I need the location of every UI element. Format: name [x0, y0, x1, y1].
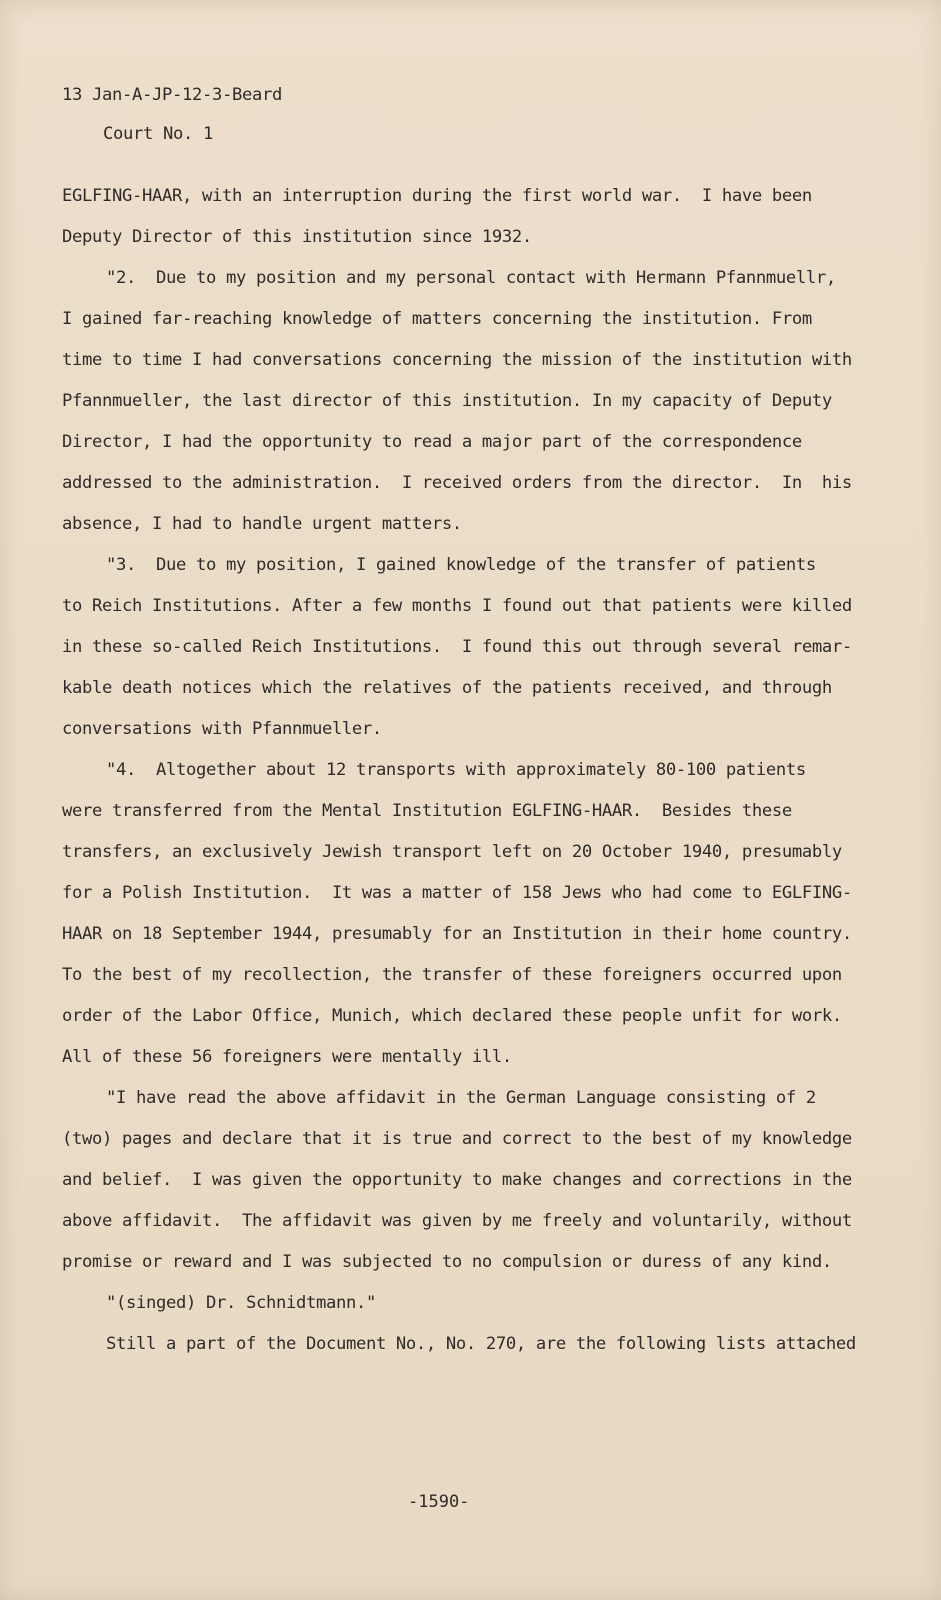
body-line: absence, I had to handle urgent matters.	[62, 514, 462, 534]
body-line: Pfannmueller, the last director of this institution. In my capacity of Deputy	[62, 391, 832, 411]
body-line: Deputy Director of this institution since 1932.	[62, 227, 532, 247]
page-number: -1590-	[408, 1492, 470, 1512]
body-line: Still a part of the Document No., No. 270, are the following lists attached	[106, 1334, 856, 1354]
body-line: time to time I had conversations concerning the mission of the institution with	[62, 350, 852, 370]
body-line: "2. Due to my position and my personal contact with Hermann Pfannmuellr,	[106, 268, 836, 288]
body-line: for a Polish Institution. It was a matter of 158 Jews who had come to EGLFING-	[62, 883, 852, 903]
body-line: Director, I had the opportunity to read a major part of the correspondence	[62, 432, 802, 452]
body-line: promise or reward and I was subjected to no compulsion or duress of any kind.	[62, 1252, 832, 1272]
body-line: were transferred from the Mental Institution EGLFING-HAAR. Besides these	[62, 801, 792, 821]
body-line: HAAR on 18 September 1944, presumably for an Institution in their home country.	[62, 924, 852, 944]
body-line: transfers, an exclusively Jewish transport left on 20 October 1940, presumably	[62, 842, 842, 862]
body-line: I gained far-reaching knowledge of matters concerning the institution. From	[62, 309, 812, 329]
body-line: kable death notices which the relatives of the patients received, and through	[62, 678, 832, 698]
body-line: EGLFING-HAAR, with an interruption during the first world war. I have been	[62, 186, 812, 206]
body-line: order of the Labor Office, Munich, which declared these people unfit for work.	[62, 1006, 842, 1026]
body-line: (two) pages and declare that it is true and correct to the best of my knowledge	[62, 1129, 852, 1149]
signature-line: "(singed) Dr. Schnidtmann."	[106, 1293, 376, 1313]
body-line: "4. Altogether about 12 transports with approximately 80-100 patients	[106, 760, 806, 780]
court-number: Court No. 1	[103, 124, 213, 144]
body-line: "I have read the above affidavit in the German Language consisting of 2	[106, 1088, 816, 1108]
body-line: and belief. I was given the opportunity to make changes and corrections in the	[62, 1170, 852, 1190]
body-line: To the best of my recollection, the transfer of these foreigners occurred upon	[62, 965, 842, 985]
body-line: "3. Due to my position, I gained knowledge of the transfer of patients	[106, 555, 816, 575]
body-line: conversations with Pfannmueller.	[62, 719, 382, 739]
document-reference: 13 Jan-A-JP-12-3-Beard	[62, 85, 282, 105]
body-line: above affidavit. The affidavit was given by me freely and voluntarily, without	[62, 1211, 852, 1231]
body-line: in these so-called Reich Institutions. I found this out through several remar-	[62, 637, 852, 657]
body-line: to Reich Institutions. After a few months I found out that patients were killed	[62, 596, 852, 616]
body-line: addressed to the administration. I received orders from the director. In his	[62, 473, 852, 493]
body-line: All of these 56 foreigners were mentally ill.	[62, 1047, 512, 1067]
